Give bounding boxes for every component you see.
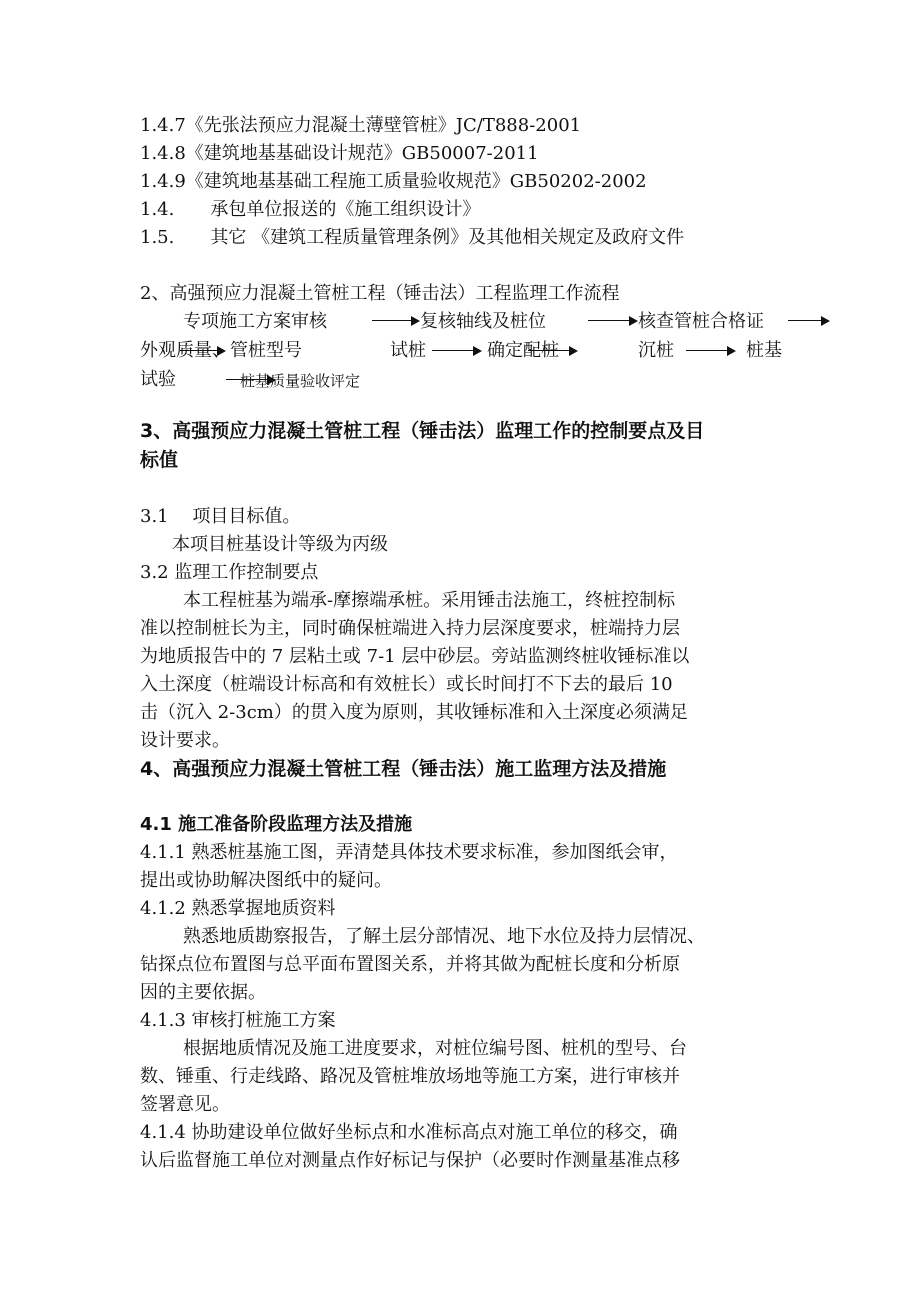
- flow-step-plan-review: 专项施工方案审核: [183, 311, 327, 332]
- flow-arrow-3: [788, 320, 828, 321]
- ref-1-4: 1.4. 承包单位报送的《施工组织设计》: [140, 199, 481, 220]
- item-4-1-2-line-1: 熟悉地质勘察报告，了解土层分部情况、地下水位及持力层情况、: [183, 926, 705, 947]
- para-3-2-line-5: 击（沉入 2-3cm）的贯入度为原则，其收锤标准和入土深度必须满足: [140, 702, 688, 723]
- para-3-2-line-3: 为地质报告中的 7 层粘土或 7-1 层中砂层。旁站监测终桩收锤标准以: [140, 646, 690, 667]
- para-3-2-line-6: 设计要求。: [140, 730, 230, 751]
- flow-arrow-2: [588, 320, 636, 321]
- flow-step-pile-foundation: 桩基: [746, 340, 782, 361]
- flow-step-certificate-check: 核查管桩合格证: [638, 311, 764, 332]
- ref-1-4-8: 1.4.8《建筑地基基础设计规范》GB50007-2011: [140, 143, 539, 164]
- ref-1-4-9: 1.4.9《建筑地基基础工程施工质量验收规范》GB50202-2002: [140, 171, 647, 192]
- flow-arrow-6: [528, 350, 576, 351]
- item-4-1-3-line-3: 签署意见。: [140, 1094, 230, 1115]
- subsection-3-1: 3.1 项目目标值。: [140, 506, 301, 527]
- subsection-4-1: 4.1 施工准备阶段监理方法及措施: [140, 814, 413, 835]
- item-4-1-3-line-2: 数、锤重、行走线路、路况及管桩堆放场地等施工方案，进行审核并: [140, 1066, 680, 1087]
- section-3-heading-cont: 标值: [140, 449, 179, 471]
- section-4-heading: 4、高强预应力混凝土管桩工程（锤击法）施工监理方法及措施: [140, 758, 667, 780]
- item-4-1-1-line-2: 提出或协助解决图纸中的疑问。: [140, 870, 392, 891]
- ref-1-4-7: 1.4.7《先张法预应力混凝土薄壁管桩》JC/T888-2001: [140, 115, 582, 136]
- flow-step-appearance: 外观质量、管桩型号: [140, 340, 302, 361]
- item-4-1-3-line-1: 根据地质情况及施工进度要求，对桩位编号图、桩机的型号、台: [183, 1038, 687, 1059]
- item-4-1-1-line-1: 4.1.1 熟悉桩基施工图，弄清楚具体技术要求标准，参加图纸会审，: [140, 842, 678, 863]
- subsection-3-1-body: 本项目桩基设计等级为丙级: [172, 534, 388, 555]
- flow-step-acceptance: 桩基质量验收评定: [240, 372, 361, 390]
- item-4-1-4-line-2: 认后监督施工单位对测量点作好标记与保护（必要时作测量基准点移: [140, 1150, 680, 1171]
- item-4-1-3: 4.1.3 审核打桩施工方案: [140, 1010, 336, 1031]
- flow-step-pile-sinking: 沉桩: [638, 340, 674, 361]
- section-3-heading: 3、高强预应力混凝土管桩工程（锤击法）监理工作的控制要点及目: [140, 420, 705, 442]
- ref-1-5: 1.5. 其它 《建筑工程质量管理条例》及其他相关规定及政府文件: [140, 227, 685, 248]
- flow-step-pile-match: 确定配桩: [487, 340, 559, 361]
- flow-step-test: 试验: [140, 369, 176, 390]
- item-4-1-2-line-2: 钻探点位布置图与总平面布置图关系，并将其做为配桩长度和分析原: [140, 954, 680, 975]
- flow-step-axis-check: 复核轴线及桩位: [420, 311, 546, 332]
- para-3-2-line-1: 本工程桩基为端承-摩擦端承桩。采用锤击法施工，终桩控制标: [183, 590, 676, 611]
- para-3-2-line-2: 准以控制桩长为主，同时确保桩端进入持力层深度要求，桩端持力层: [140, 618, 680, 639]
- item-4-1-2-line-3: 因的主要依据。: [140, 982, 266, 1003]
- flow-step-test-pile: 试桩: [390, 340, 426, 361]
- flow-arrow-4: [180, 350, 224, 351]
- item-4-1-4-line-1: 4.1.4 协助建设单位做好坐标点和水准标高点对施工单位的移交，确: [140, 1122, 678, 1143]
- flow-arrow-7: [686, 350, 734, 351]
- item-4-1-2: 4.1.2 熟悉掌握地质资料: [140, 898, 336, 919]
- para-3-2-line-4: 入土深度（桩端设计标高和有效桩长）或长时间打不下去的最后 10: [140, 674, 673, 695]
- flow-arrow-1: [372, 320, 418, 321]
- subsection-3-2: 3.2 监理工作控制要点: [140, 562, 319, 583]
- section-2-heading: 2、高强预应力混凝土管桩工程（锤击法）工程监理工作流程: [140, 283, 620, 304]
- flow-arrow-5: [432, 350, 480, 351]
